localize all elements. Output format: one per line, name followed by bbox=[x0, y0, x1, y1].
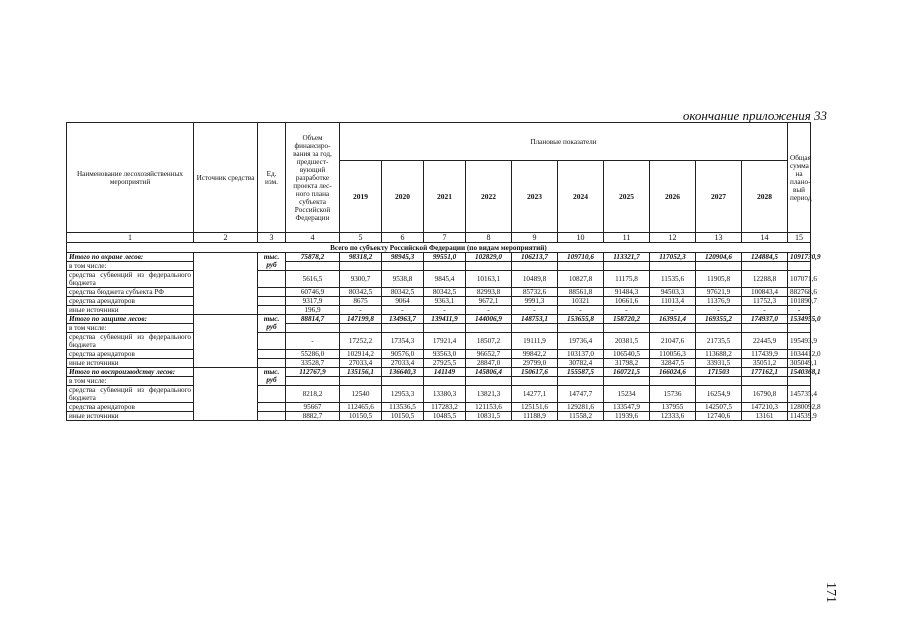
column-index: 14 bbox=[742, 233, 788, 243]
value-cell: 147199,8 bbox=[340, 315, 382, 324]
value-cell: 10485,5 bbox=[424, 412, 466, 421]
value-cell: 106540,5 bbox=[604, 350, 650, 359]
unit-empty-cell bbox=[258, 297, 286, 306]
row-label: средства арендаторов bbox=[67, 297, 194, 306]
value-cell bbox=[340, 377, 382, 386]
value-cell: 147210,3 bbox=[742, 403, 788, 412]
header-planned-indicators: Плановые показатели bbox=[340, 123, 788, 161]
value-cell bbox=[466, 377, 512, 386]
value-cell bbox=[788, 262, 811, 271]
value-cell: 1534955,0 bbox=[788, 315, 811, 324]
column-index: 8 bbox=[466, 233, 512, 243]
funding-source-cell bbox=[194, 368, 258, 421]
detail-row bbox=[67, 324, 811, 333]
value-cell: 75878,2 bbox=[286, 253, 340, 262]
value-cell bbox=[558, 262, 604, 271]
value-cell: 17252,2 bbox=[340, 333, 382, 350]
value-cell: - bbox=[512, 306, 558, 315]
year-header: 2023 bbox=[512, 161, 558, 233]
section-title: Итого по охране лесов: bbox=[67, 253, 194, 262]
value-cell bbox=[286, 262, 340, 271]
column-index: 10 bbox=[558, 233, 604, 243]
value-cell: 11535,6 bbox=[650, 271, 696, 288]
row-label: в том числе: bbox=[67, 262, 194, 271]
value-cell: 9845,4 bbox=[424, 271, 466, 288]
value-cell: 8218,2 bbox=[286, 386, 340, 403]
value-cell: 12953,3 bbox=[382, 386, 424, 403]
value-cell: 9363,1 bbox=[424, 297, 466, 306]
column-index: 6 bbox=[382, 233, 424, 243]
value-cell bbox=[424, 324, 466, 333]
value-cell: 29799,0 bbox=[512, 359, 558, 368]
value-cell: 11905,8 bbox=[696, 271, 742, 288]
value-cell: 35051,2 bbox=[742, 359, 788, 368]
value-cell bbox=[286, 324, 340, 333]
value-cell bbox=[604, 377, 650, 386]
row-label: средства субвенций из федерального бюджета bbox=[67, 333, 194, 350]
value-cell: 9064 bbox=[382, 297, 424, 306]
value-cell bbox=[696, 377, 742, 386]
value-cell bbox=[340, 262, 382, 271]
value-cell: 82993,8 bbox=[466, 288, 512, 297]
value-cell: 145806,4 bbox=[466, 368, 512, 377]
section-total-row bbox=[67, 315, 811, 324]
value-cell: 80342,5 bbox=[424, 288, 466, 297]
value-cell: 117439,9 bbox=[742, 350, 788, 359]
value-cell: 112465,6 bbox=[340, 403, 382, 412]
value-cell: 28847,0 bbox=[466, 359, 512, 368]
value-cell: 9317,9 bbox=[286, 297, 340, 306]
unit-cell bbox=[258, 315, 286, 333]
row-label: средства субвенций из федерального бюджета bbox=[67, 271, 194, 288]
detail-row bbox=[67, 333, 811, 350]
value-cell bbox=[340, 324, 382, 333]
value-cell: 16790,8 bbox=[742, 386, 788, 403]
value-cell: 97621,9 bbox=[696, 288, 742, 297]
value-cell: 141149 bbox=[424, 368, 466, 377]
value-cell: 11175,8 bbox=[604, 271, 650, 288]
value-cell: 144006,9 bbox=[466, 315, 512, 324]
row-label: в том числе: bbox=[67, 377, 194, 386]
value-cell: 18507,2 bbox=[466, 333, 512, 350]
value-cell bbox=[466, 324, 512, 333]
value-cell: 14747,7 bbox=[558, 386, 604, 403]
value-cell: 1540368,1 bbox=[788, 368, 811, 377]
value-cell: 15234 bbox=[604, 386, 650, 403]
value-cell: 10150,5 bbox=[382, 412, 424, 421]
value-cell: 12288,8 bbox=[742, 271, 788, 288]
value-cell bbox=[424, 377, 466, 386]
unit-empty-cell bbox=[258, 359, 286, 368]
value-cell bbox=[650, 324, 696, 333]
value-cell: 11558,2 bbox=[558, 412, 604, 421]
value-cell: 882768,6 bbox=[788, 288, 811, 297]
column-index: 9 bbox=[512, 233, 558, 243]
value-cell: 171503 bbox=[696, 368, 742, 377]
value-cell: 160721,5 bbox=[604, 368, 650, 377]
section-total-row bbox=[67, 368, 811, 377]
value-cell bbox=[512, 377, 558, 386]
value-cell bbox=[512, 262, 558, 271]
value-cell: - bbox=[558, 306, 604, 315]
value-cell: 109710,6 bbox=[558, 253, 604, 262]
value-cell: 134963,7 bbox=[382, 315, 424, 324]
detail-row bbox=[67, 306, 811, 315]
unit-empty-cell bbox=[258, 306, 286, 315]
year-header: 2021 bbox=[424, 161, 466, 233]
detail-row bbox=[67, 288, 811, 297]
column-index-row bbox=[67, 233, 811, 243]
value-cell: - bbox=[650, 306, 696, 315]
appendix-caption: окончание приложения 33 bbox=[682, 108, 827, 123]
value-cell: 9672,1 bbox=[466, 297, 512, 306]
unit-empty-cell bbox=[258, 271, 286, 288]
value-cell: 142507,5 bbox=[696, 403, 742, 412]
value-cell: 12333,6 bbox=[650, 412, 696, 421]
value-cell: 110056,3 bbox=[650, 350, 696, 359]
value-cell: 166024,6 bbox=[650, 368, 696, 377]
value-cell: 55286,0 bbox=[286, 350, 340, 359]
value-cell: 148753,1 bbox=[512, 315, 558, 324]
value-cell: 27925,5 bbox=[424, 359, 466, 368]
value-cell: 129281,6 bbox=[558, 403, 604, 412]
value-cell: 1091730,9 bbox=[788, 253, 811, 262]
value-cell bbox=[512, 324, 558, 333]
section-title: Итого по защите лесов: bbox=[67, 315, 194, 324]
detail-row bbox=[67, 386, 811, 403]
unit-bottom: руб bbox=[266, 323, 277, 331]
value-cell: 80342,5 bbox=[382, 288, 424, 297]
value-cell: 12540 bbox=[340, 386, 382, 403]
financing-table-container bbox=[66, 122, 821, 421]
value-cell: 98945,3 bbox=[382, 253, 424, 262]
value-cell: 107071,6 bbox=[788, 271, 811, 288]
value-cell: 1034412,0 bbox=[788, 350, 811, 359]
value-cell: 114539,9 bbox=[788, 412, 811, 421]
value-cell: 103137,0 bbox=[558, 350, 604, 359]
value-cell: 88561,8 bbox=[558, 288, 604, 297]
column-index: 13 bbox=[696, 233, 742, 243]
year-header: 2019 bbox=[340, 161, 382, 233]
value-cell: 155587,5 bbox=[558, 368, 604, 377]
year-header: 2025 bbox=[604, 161, 650, 233]
value-cell: 163951,4 bbox=[650, 315, 696, 324]
value-cell: 10831,5 bbox=[466, 412, 512, 421]
value-cell: 11939,6 bbox=[604, 412, 650, 421]
value-cell: 10661,6 bbox=[604, 297, 650, 306]
value-cell: 13161 bbox=[742, 412, 788, 421]
unit-top: тыс. bbox=[263, 315, 280, 323]
value-cell: 30782,4 bbox=[558, 359, 604, 368]
value-cell: 150617,6 bbox=[512, 368, 558, 377]
value-cell: 113688,2 bbox=[696, 350, 742, 359]
row-label: иные источники bbox=[67, 306, 194, 315]
unit-empty-cell bbox=[258, 386, 286, 403]
column-index: 3 bbox=[258, 233, 286, 243]
value-cell: 102829,0 bbox=[466, 253, 512, 262]
value-cell: 16254,9 bbox=[696, 386, 742, 403]
value-cell: 32847,5 bbox=[650, 359, 696, 368]
value-cell bbox=[650, 262, 696, 271]
value-cell bbox=[696, 262, 742, 271]
value-cell: 101890,7 bbox=[788, 297, 811, 306]
value-cell: 14277,1 bbox=[512, 386, 558, 403]
value-cell: 90576,0 bbox=[382, 350, 424, 359]
value-cell: 121153,6 bbox=[466, 403, 512, 412]
value-cell: - bbox=[788, 306, 811, 315]
value-cell: 96652,7 bbox=[466, 350, 512, 359]
value-cell: - bbox=[696, 306, 742, 315]
row-label: средства арендаторов bbox=[67, 403, 194, 412]
year-header: 2022 bbox=[466, 161, 512, 233]
value-cell: 125151,6 bbox=[512, 403, 558, 412]
detail-row bbox=[67, 403, 811, 412]
value-cell: 27033,4 bbox=[340, 359, 382, 368]
value-cell: 19736,4 bbox=[558, 333, 604, 350]
unit-empty-cell bbox=[258, 412, 286, 421]
value-cell: 117283,2 bbox=[424, 403, 466, 412]
detail-row bbox=[67, 350, 811, 359]
value-cell bbox=[696, 324, 742, 333]
value-cell: 33528,7 bbox=[286, 359, 340, 368]
value-cell: - bbox=[742, 306, 788, 315]
total-by-region-row bbox=[67, 243, 811, 253]
detail-row bbox=[67, 377, 811, 386]
year-header: 2020 bbox=[382, 161, 424, 233]
row-label: средства арендаторов bbox=[67, 350, 194, 359]
year-header: 2026 bbox=[650, 161, 696, 233]
value-cell: 60746,9 bbox=[286, 288, 340, 297]
value-cell: 8675 bbox=[340, 297, 382, 306]
value-cell: 195493,9 bbox=[788, 333, 811, 350]
value-cell: 31798,2 bbox=[604, 359, 650, 368]
value-cell bbox=[424, 262, 466, 271]
detail-row bbox=[67, 297, 811, 306]
row-label: в том числе: bbox=[67, 324, 194, 333]
column-index: 12 bbox=[650, 233, 696, 243]
value-cell: 15736 bbox=[650, 386, 696, 403]
value-cell: 113321,7 bbox=[604, 253, 650, 262]
value-cell: 10150,5 bbox=[340, 412, 382, 421]
value-cell: 117052,3 bbox=[650, 253, 696, 262]
value-cell: 169355,2 bbox=[696, 315, 742, 324]
value-cell bbox=[382, 262, 424, 271]
value-cell: 153655,8 bbox=[558, 315, 604, 324]
detail-row bbox=[67, 271, 811, 288]
value-cell: 10163,1 bbox=[466, 271, 512, 288]
value-cell: - bbox=[340, 306, 382, 315]
value-cell: 11188,9 bbox=[512, 412, 558, 421]
value-cell: 19111,9 bbox=[512, 333, 558, 350]
value-cell: 12740,6 bbox=[696, 412, 742, 421]
column-index: 4 bbox=[286, 233, 340, 243]
value-cell: 136640,3 bbox=[382, 368, 424, 377]
unit-empty-cell bbox=[258, 403, 286, 412]
value-cell bbox=[650, 377, 696, 386]
value-cell: 8882,7 bbox=[286, 412, 340, 421]
value-cell: 145735,4 bbox=[788, 386, 811, 403]
row-label: средства бюджета субъекта РФ bbox=[67, 288, 194, 297]
value-cell bbox=[742, 262, 788, 271]
header-unit: Ед. изм. bbox=[258, 123, 286, 233]
value-cell: 11376,9 bbox=[696, 297, 742, 306]
column-index: 2 bbox=[194, 233, 258, 243]
value-cell: 91484,3 bbox=[604, 288, 650, 297]
value-cell bbox=[286, 377, 340, 386]
value-cell bbox=[382, 324, 424, 333]
value-cell: 139411,9 bbox=[424, 315, 466, 324]
value-cell: 99842,2 bbox=[512, 350, 558, 359]
page-number: 171 bbox=[823, 582, 838, 603]
unit-top: тыс. bbox=[263, 368, 280, 376]
total-by-region-label: Всего по субъекту Российской Федерации (по видам мероприятий) bbox=[67, 243, 811, 253]
value-cell: 102914,2 bbox=[340, 350, 382, 359]
value-cell: 20381,5 bbox=[604, 333, 650, 350]
value-cell: 21047,6 bbox=[650, 333, 696, 350]
section-total-row bbox=[67, 253, 811, 262]
value-cell: 135156,1 bbox=[340, 368, 382, 377]
value-cell: 112767,9 bbox=[286, 368, 340, 377]
value-cell: 106213,7 bbox=[512, 253, 558, 262]
value-cell: 99551,0 bbox=[424, 253, 466, 262]
value-cell: 5616,5 bbox=[286, 271, 340, 288]
value-cell: 27033,4 bbox=[382, 359, 424, 368]
year-header: 2028 bbox=[742, 161, 788, 233]
row-label: иные источники bbox=[67, 359, 194, 368]
year-header: 2027 bbox=[696, 161, 742, 233]
value-cell: 11752,3 bbox=[742, 297, 788, 306]
value-cell: 95667 bbox=[286, 403, 340, 412]
unit-empty-cell bbox=[258, 333, 286, 350]
value-cell: 10489,8 bbox=[512, 271, 558, 288]
value-cell: 100843,4 bbox=[742, 288, 788, 297]
unit-bottom: руб bbox=[266, 261, 277, 269]
column-index: 1 bbox=[67, 233, 194, 243]
unit-cell bbox=[258, 253, 286, 271]
value-cell: 9991,3 bbox=[512, 297, 558, 306]
value-cell: 94503,3 bbox=[650, 288, 696, 297]
value-cell bbox=[604, 262, 650, 271]
value-cell bbox=[466, 262, 512, 271]
header-prior-volume: Объем финансиро-вания за год, предшест-вующий разработке проекта лес-ного плана субъекта Российской Федерации bbox=[286, 123, 340, 233]
value-cell: - bbox=[286, 333, 340, 350]
value-cell: 13821,3 bbox=[466, 386, 512, 403]
value-cell: 158720,2 bbox=[604, 315, 650, 324]
value-cell: 93563,0 bbox=[424, 350, 466, 359]
value-cell: 120904,6 bbox=[696, 253, 742, 262]
unit-cell bbox=[258, 368, 286, 386]
value-cell: - bbox=[424, 306, 466, 315]
unit-empty-cell bbox=[258, 288, 286, 297]
value-cell bbox=[742, 377, 788, 386]
section-title: Итого по воспроизводству лесов: bbox=[67, 368, 194, 377]
value-cell bbox=[788, 377, 811, 386]
value-cell: 305049,1 bbox=[788, 359, 811, 368]
value-cell: 9538,8 bbox=[382, 271, 424, 288]
unit-empty-cell bbox=[258, 350, 286, 359]
value-cell bbox=[558, 377, 604, 386]
value-cell: - bbox=[604, 306, 650, 315]
value-cell: 9300,7 bbox=[340, 271, 382, 288]
value-cell: - bbox=[382, 306, 424, 315]
row-label: иные источники bbox=[67, 412, 194, 421]
value-cell: 17354,3 bbox=[382, 333, 424, 350]
value-cell: 113536,5 bbox=[382, 403, 424, 412]
row-label: средства субвенций из федерального бюджета bbox=[67, 386, 194, 403]
detail-row bbox=[67, 412, 811, 421]
unit-bottom: руб bbox=[266, 376, 277, 384]
column-index: 7 bbox=[424, 233, 466, 243]
value-cell: 21735,5 bbox=[696, 333, 742, 350]
detail-row bbox=[67, 262, 811, 271]
value-cell: 17921,4 bbox=[424, 333, 466, 350]
unit-top: тыс. bbox=[263, 253, 280, 261]
header-total-sum: Общая сумма на плано-вый период bbox=[788, 123, 811, 233]
value-cell: 22445,9 bbox=[742, 333, 788, 350]
value-cell: 85732,6 bbox=[512, 288, 558, 297]
value-cell: 1280092,8 bbox=[788, 403, 811, 412]
value-cell: 174937,0 bbox=[742, 315, 788, 324]
header-activity-name: Наименование лесохозяйственных мероприятий bbox=[67, 123, 194, 233]
value-cell: 98318,2 bbox=[340, 253, 382, 262]
value-cell bbox=[742, 324, 788, 333]
value-cell: 33931,5 bbox=[696, 359, 742, 368]
year-header: 2024 bbox=[558, 161, 604, 233]
value-cell: 133547,9 bbox=[604, 403, 650, 412]
value-cell: 80342,5 bbox=[340, 288, 382, 297]
value-cell bbox=[604, 324, 650, 333]
value-cell: 124884,5 bbox=[742, 253, 788, 262]
value-cell: 177162,1 bbox=[742, 368, 788, 377]
header-funding-source: Источник средства bbox=[194, 123, 258, 233]
column-index: 5 bbox=[340, 233, 382, 243]
value-cell: 88814,7 bbox=[286, 315, 340, 324]
value-cell bbox=[788, 324, 811, 333]
value-cell bbox=[558, 324, 604, 333]
value-cell: - bbox=[466, 306, 512, 315]
value-cell: 196,9 bbox=[286, 306, 340, 315]
financing-table bbox=[66, 122, 821, 421]
value-cell: 137955 bbox=[650, 403, 696, 412]
value-cell: 10827,8 bbox=[558, 271, 604, 288]
funding-source-cell bbox=[194, 253, 258, 315]
value-cell bbox=[382, 377, 424, 386]
detail-row bbox=[67, 359, 811, 368]
value-cell: 10321 bbox=[558, 297, 604, 306]
column-index: 15 bbox=[788, 233, 811, 243]
value-cell: 11013,4 bbox=[650, 297, 696, 306]
column-index: 11 bbox=[604, 233, 650, 243]
funding-source-cell bbox=[194, 315, 258, 368]
value-cell: 13380,3 bbox=[424, 386, 466, 403]
